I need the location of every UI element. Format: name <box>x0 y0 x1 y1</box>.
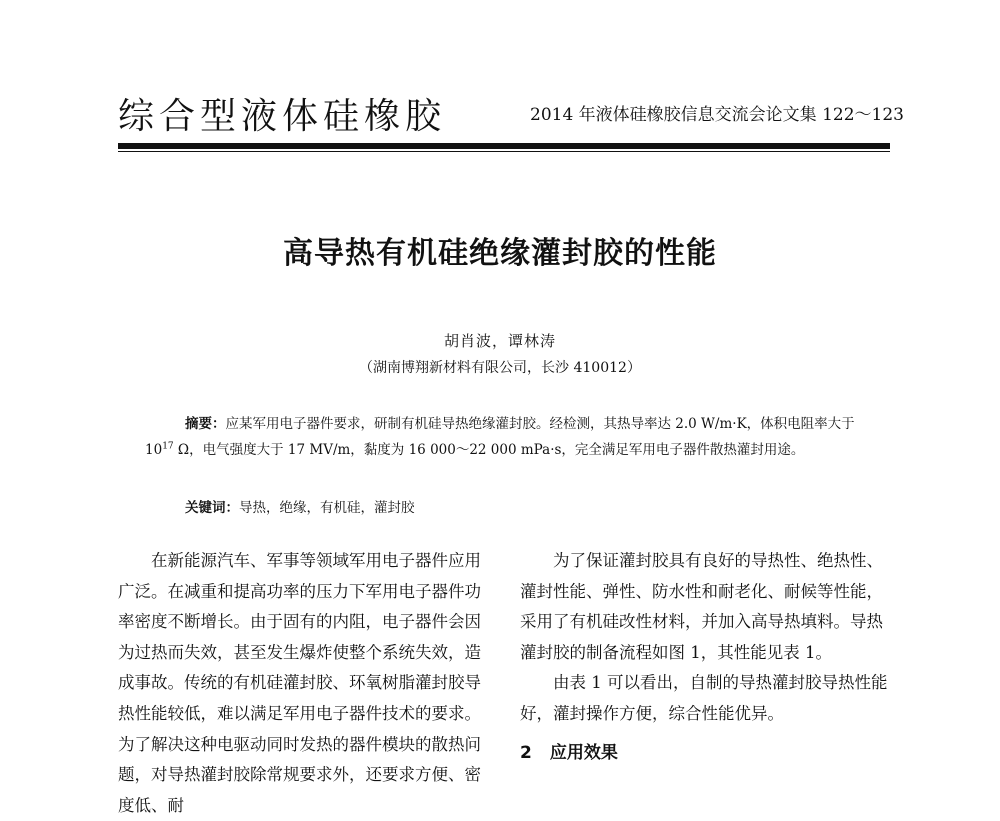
body-column-left <box>118 546 490 821</box>
affiliation: （湖南博翔新材料有限公司，长沙 410012） <box>359 360 641 376</box>
section-heading <box>520 738 892 769</box>
keywords-label: 关键词： <box>185 500 239 516</box>
body-column-right <box>520 546 892 768</box>
section-number: 2 <box>520 742 532 763</box>
keywords <box>185 496 415 516</box>
header-rule-thick <box>118 143 890 149</box>
paragraph: 在新能源汽车、军事等领域军用电子器件应用广泛。在减重和提高功率的压力下军用电子器件功率密度不断增长。由于固有的内阻，电子器件会因为过热而失效，甚至发生爆炸使整个系统失效，造成事故。传统的有机硅灌封胶、环氧树脂灌封胶导热性能较低，难以满足军用电子器件技术的要求。为了解决这种电驱动同时发热的器件模块的散热问题，对导热灌封胶除常规要求外，还要求方便、密度低、耐 <box>118 551 481 815</box>
abstract <box>145 411 865 463</box>
paragraph: 由表 1 可以看出，自制的导热灌封胶导热性能好，灌封操作方便，综合性能优异。 <box>520 673 888 723</box>
journal-name: 综合型液体硅橡胶 <box>118 96 447 137</box>
abstract-text-part1: 应某军用电子器件要求，研制有机硅导热绝缘灌封胶。经检测，其热导率达 2.0 W/m·K，体积电阻率大于 10 <box>145 416 855 458</box>
proceedings-citation: 2014 年液体硅橡胶信息交流会论文集 122～123 <box>530 105 904 125</box>
section-title: 应用效果 <box>549 742 618 763</box>
authors: 胡肖波，谭林涛 <box>443 332 556 350</box>
header-rule-thin <box>118 151 890 152</box>
paragraph: 为了保证灌封胶具有良好的导热性、绝热性、灌封性能、弹性、防水性和耐老化、耐候等性能，采用了有机硅改性材料，并加入高导热填料。导热灌封胶的制备流程如图 1，其性能见表 1。 <box>520 551 883 662</box>
keywords-text: 导热，绝缘，有机硅，灌封胶 <box>239 500 415 516</box>
abstract-text-part2: Ω，电气强度大于 17 MV/m，黏度为 16 000～22 000 mPa·s，完全满足军用电子器件散热灌封用途。 <box>173 442 805 458</box>
article-title: 高导热有机硅绝缘灌封胶的性能 <box>283 236 717 271</box>
abstract-label: 摘要： <box>185 416 226 432</box>
abstract-exponent: 17 <box>162 441 174 452</box>
